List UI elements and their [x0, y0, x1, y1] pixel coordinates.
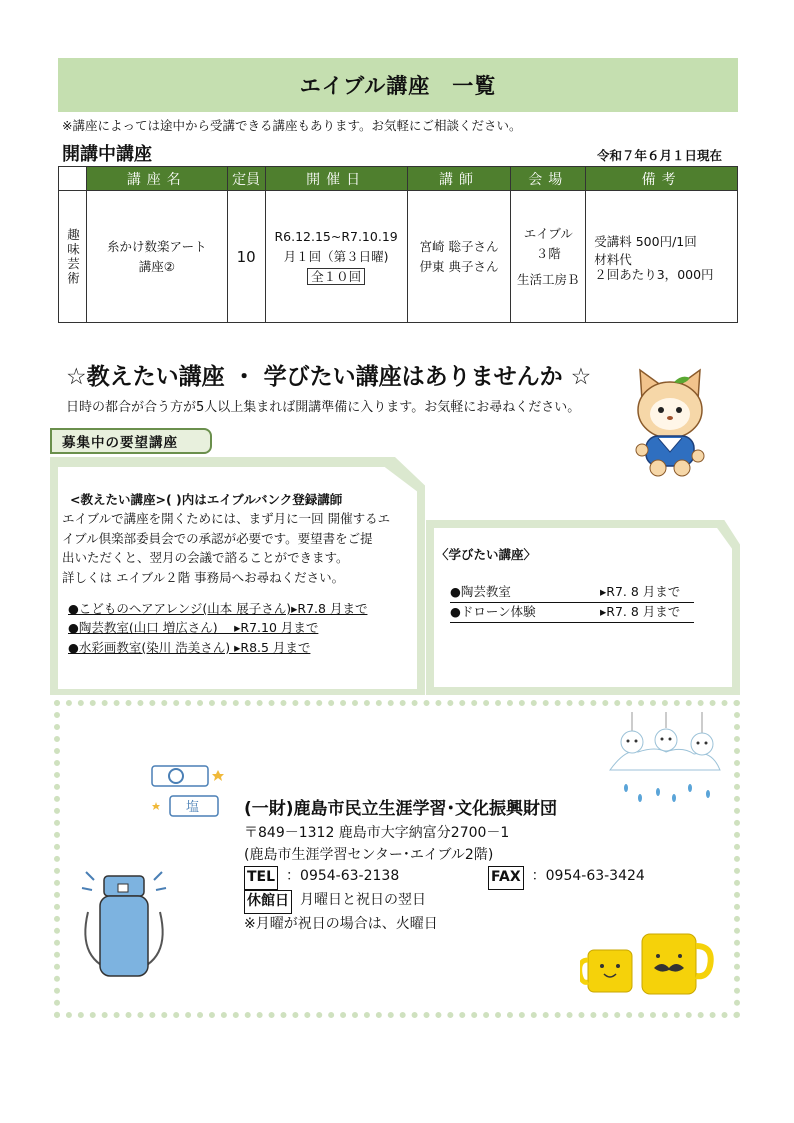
- instructor-cell: [407, 191, 511, 323]
- salt-label: 塩: [186, 800, 200, 815]
- closed-label: 休館日: [244, 890, 292, 914]
- closed-row: [244, 890, 645, 914]
- mascot-illustration: [630, 366, 710, 478]
- course-name: 糸かけ数楽アート: [107, 238, 207, 254]
- table-header: 備考: [586, 167, 738, 191]
- table-header-row: [59, 167, 738, 191]
- venue-line: 生活工房Ｂ: [517, 271, 580, 287]
- table-header: 会場: [511, 167, 586, 191]
- date-range: R6.12.15~R7.10.19: [274, 228, 398, 244]
- list-item: [450, 603, 694, 623]
- teach-section: [62, 490, 412, 657]
- table-header-blank: [59, 167, 87, 191]
- table-header: 講座名: [86, 167, 227, 191]
- remark-line: 受講料 500円/1回: [594, 233, 697, 249]
- course-table: [58, 166, 738, 323]
- category-cell: [59, 191, 87, 323]
- venue-line: エイブル: [523, 225, 573, 241]
- teru-teru-bozu-illustration: [606, 712, 724, 804]
- tel-number: ：0954-63-2138: [286, 868, 400, 885]
- date-schedule: 月１回（第３日曜): [283, 248, 389, 264]
- recruit-subtext: 日時の都合が合う方が5人以上集まれば開講準備に入ります。お気軽にお尋ねください。: [66, 400, 581, 415]
- water-bottle-illustration: [78, 862, 170, 980]
- note-text: ※講座によっては途中から受講できる講座もあります。お気軽にご相談ください。: [62, 118, 522, 133]
- instructor-name: 伊東 典子さん: [419, 258, 499, 274]
- session-count: 全１０回: [307, 268, 365, 285]
- foundation-name: (一財)鹿島市民立生涯学習･文化振興財団: [244, 799, 558, 819]
- salt-candy-illustration: [146, 762, 226, 822]
- learn-item-name: ●ドローン体験: [450, 603, 536, 619]
- closed-note: ※月曜が祝日の場合は、火曜日: [244, 915, 438, 932]
- list-item: ●水彩画教室(染川 浩美さん) ▸R8.5 月まで: [68, 639, 311, 655]
- instructor-name: 宮崎 聡子さん: [419, 238, 499, 254]
- learn-item-until: ▸R7. 8 月まで: [600, 603, 681, 619]
- building-name: (鹿島市生涯学習センター･エイブル2階): [244, 846, 494, 863]
- capacity-cell: 10: [227, 191, 265, 323]
- remark-line: 材料代: [594, 251, 632, 267]
- closed-days: 月曜日と祝日の翌日: [300, 892, 426, 909]
- course-name: 講座②: [138, 258, 175, 274]
- teach-heading: <教えたい講座>( )内はエイブルバンク登録講師: [70, 492, 343, 507]
- page-title: エイブル講座 一覧: [58, 58, 738, 112]
- table-header: 講師: [407, 167, 511, 191]
- as-of-date: 令和７年６月１日現在: [596, 148, 722, 163]
- fax-number: ：0954-63-3424: [531, 868, 645, 885]
- contact-info: [244, 823, 645, 935]
- phone-row: [244, 866, 645, 890]
- remark-line: ２回あたり3，000円: [594, 266, 714, 282]
- teach-body-line: イブル倶楽部委員会での承認が必要です。要望書をご提: [62, 530, 373, 546]
- teach-body-line: エイブルで講座を開くためには、まず月に一回 開催するエ: [62, 511, 391, 527]
- list-item: [450, 583, 694, 603]
- table-header: 定員: [227, 167, 265, 191]
- learn-section: [436, 545, 694, 623]
- teach-body-line: 出いただくと、翌月の会議で諮ることができます。: [62, 550, 349, 566]
- learn-heading: 〈学びたい講座〉: [436, 547, 537, 562]
- recruit-heading: ☆教えたい講座 ・ 学びたい講座はありませんか ☆: [66, 364, 592, 390]
- learn-item-name: ●陶芸教室: [450, 584, 511, 599]
- learn-item-until: ▸R7. 8 月まで: [600, 584, 681, 599]
- remarks-cell: [586, 191, 738, 323]
- venue-cell: [511, 191, 586, 323]
- course-cell: [86, 191, 227, 323]
- category-text: 趣味芸術: [65, 227, 81, 286]
- list-item: ●こどものヘアアレンジ(山本 展子さん)▸R7.8 月まで: [68, 600, 368, 616]
- dates-cell: [265, 191, 407, 323]
- teach-body-line: 詳しくは エイブル２階 事務局へお尋ねください。: [62, 569, 345, 585]
- table-row: [59, 191, 738, 323]
- section-title: 開講中講座: [62, 144, 152, 165]
- mugs-illustration: [580, 928, 720, 998]
- address: 〒849－1312 鹿島市大字納富分2700－1: [244, 825, 510, 841]
- tel-label: TEL: [244, 866, 278, 890]
- fax-label: FAX: [488, 866, 524, 890]
- venue-line: ３階: [535, 245, 561, 261]
- recruit-tag: 募集中の要望講座: [50, 428, 212, 454]
- table-header: 開催日: [265, 167, 407, 191]
- list-item: ●陶芸教室(山口 増広さん) ▸R7.10 月まで: [68, 620, 319, 636]
